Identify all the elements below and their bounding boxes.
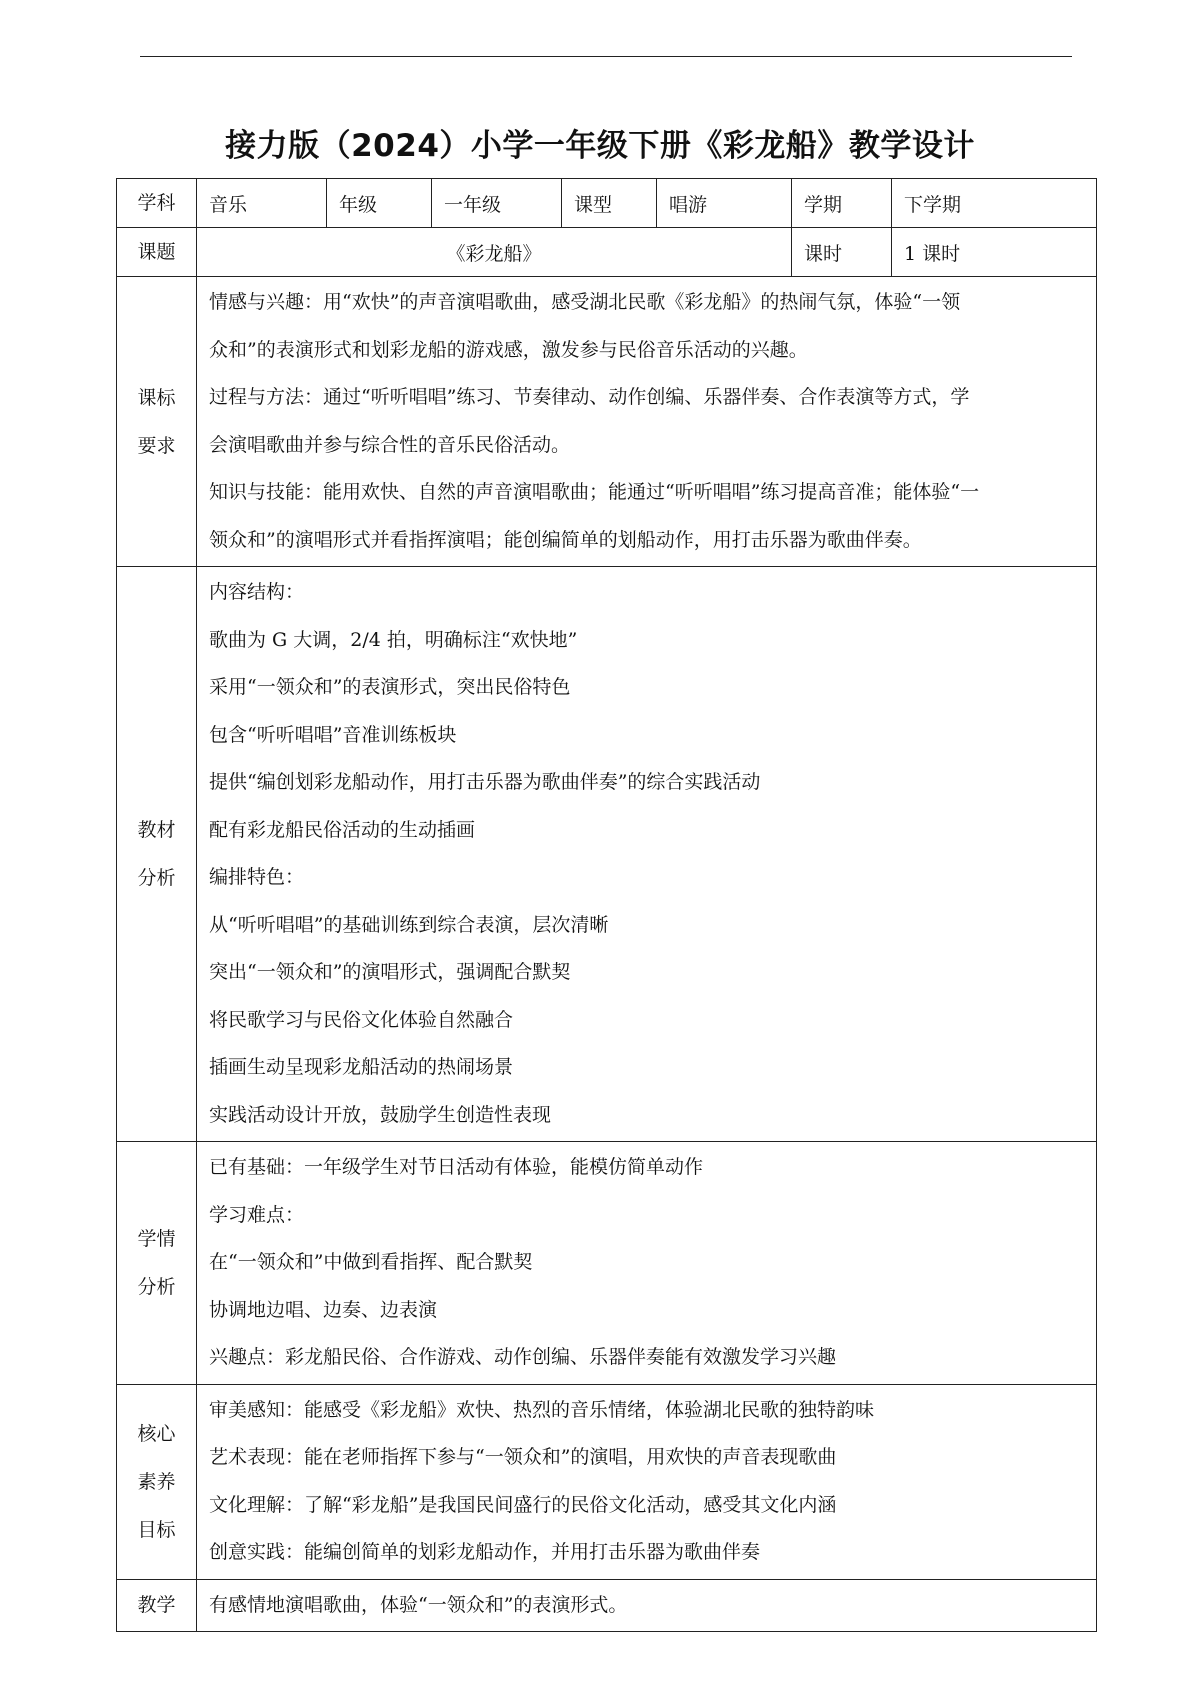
content-line: 插画生动呈现彩龙船活动的热闹场景 [209,1056,514,1078]
section-label-line: 学情 [137,1227,176,1250]
class-hours-value: 1 课时 [892,228,1097,277]
section-label [117,1142,197,1385]
section-label-line: 分析 [137,1275,176,1298]
section-content [197,1142,1097,1385]
content-line: 从“听听唱唱”的基础训练到综合表演，层次清晰 [209,913,609,936]
meta-row-basic [117,179,1097,228]
content-line: 配有彩龙船民俗活动的生动插画 [209,818,476,841]
section-label [117,567,197,1142]
content-line: 编排特色： [209,866,305,888]
content-line: 审美感知：能感受《彩龙船》欢快、热烈的音乐情绪，体验湖北民歌的独特韵味 [209,1398,875,1421]
content-line: 实践活动设计开放，鼓励学生创造性表现 [209,1103,552,1126]
section-label-line: 教材 [137,819,176,841]
content-line: 创意实践：能编创简单的划彩龙船动作，并用打击乐器为歌曲伴奏 [209,1541,761,1563]
lesson-type-value: 唱游 [657,179,792,228]
content-line: 内容结构： [209,581,305,603]
lesson-type-label: 课型 [562,179,657,228]
topic-value: 《彩龙船》 [197,228,792,277]
section-label [117,1579,197,1632]
section-content [197,277,1097,567]
header-rule [140,56,1072,57]
section-content [197,1384,1097,1579]
content-line: 兴趣点：彩龙船民俗、合作游戏、动作创编、乐器伴奏能有效激发学习兴趣 [209,1346,837,1368]
content-line: 学习难点： [209,1203,305,1226]
grade-label: 年级 [327,179,432,228]
content-line: 领众和”的演唱形式并看指挥演唱；能创编简单的划船动作，用打击乐器为歌曲伴奏。 [209,528,922,551]
section-row-teaching-focus [117,1579,1097,1632]
section-content [197,1579,1097,1632]
content-line: 众和”的表演形式和划彩龙船的游戏感，激发参与民俗音乐活动的兴趣。 [209,338,808,361]
content-line: 协调地边唱、边奏、边表演 [209,1298,438,1321]
subject-value: 音乐 [197,179,327,228]
content-line: 有感情地演唱歌曲，体验“一领众和”的表演形式。 [209,1593,628,1616]
content-line: 在“一领众和”中做到看指挥、配合默契 [209,1251,533,1273]
section-row-core-literacy-goals [117,1384,1097,1579]
content-line: 艺术表现：能在老师指挥下参与“一领众和”的演唱，用欢快的声音表现歌曲 [209,1446,837,1468]
content-line: 提供“编创划彩龙船动作，用打击乐器为歌曲伴奏”的综合实践活动 [209,771,761,793]
section-label-line: 课标 [137,386,176,409]
topic-label: 课题 [117,228,197,277]
section-label-line: 目标 [137,1518,176,1541]
section-label [117,277,197,567]
meta-row-topic [117,228,1097,277]
content-line: 情感与兴趣：用“欢快”的声音演唱歌曲，感受湖北民歌《彩龙船》的热闹气氛，体验“一领 [209,291,961,313]
term-label: 学期 [792,179,892,228]
content-line: 采用“一领众和”的表演形式，突出民俗特色 [209,676,571,698]
subject-label: 学科 [117,179,197,228]
section-row-student-analysis [117,1142,1097,1385]
section-label-line: 教学 [137,1594,176,1617]
content-line: 过程与方法：通过“听听唱唱”练习、节奏律动、动作创编、乐器伴奏、合作表演等方式，学 [209,386,970,408]
section-label-line: 核心 [137,1422,176,1445]
content-line: 会演唱歌曲并参与综合性的音乐民俗活动。 [209,433,571,456]
section-label [117,1384,197,1579]
document-title: 接力版（2024）小学一年级下册《彩龙船》教学设计 [225,128,975,164]
lesson-plan-table [116,178,1097,1632]
content-line: 包含“听听唱唱”音准训练板块 [209,723,457,746]
section-row-textbook-analysis [117,567,1097,1142]
content-line: 歌曲为 G 大调，2/4 拍，明确标注“欢快地” [209,628,578,651]
section-label-line: 要求 [137,434,176,457]
content-line: 知识与技能：能用欢快、自然的声音演唱歌曲；能通过“听听唱唱”练习提高音准；能体验“一 [209,481,980,503]
class-hours-label: 课时 [792,228,892,277]
section-label-line: 素养 [137,1470,176,1493]
section-content [197,567,1097,1142]
term-value: 下学期 [892,179,1097,228]
grade-value: 一年级 [432,179,562,228]
section-row-curriculum-requirements [117,277,1097,567]
content-line: 将民歌学习与民俗文化体验自然融合 [209,1008,514,1031]
content-line: 文化理解：了解“彩龙船”是我国民间盛行的民俗文化活动，感受其文化内涵 [209,1493,837,1516]
section-label-line: 分析 [137,867,176,889]
content-line: 已有基础：一年级学生对节日活动有体验，能模仿简单动作 [209,1156,704,1178]
content-line: 突出“一领众和”的演唱形式，强调配合默契 [209,961,571,983]
